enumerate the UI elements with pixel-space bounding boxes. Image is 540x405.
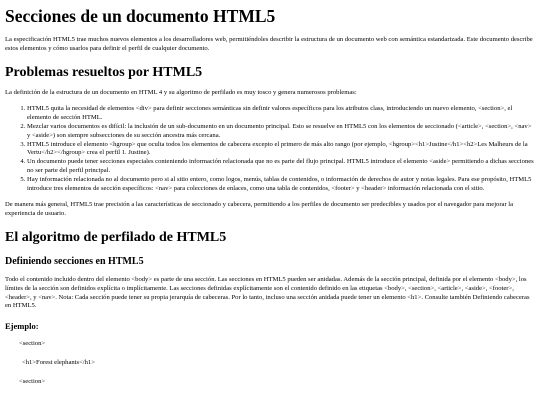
- subsection-heading: Definiendo secciones en HTML5: [5, 255, 144, 267]
- list-item: 2. Mezclar varios documentos es difícil: la inclusión de un sub-documento en un documento principal. Esto se resuelve en HTML5 con los elementos de seccionado (<article>, <section>, <nav> y <aside>) son siempre subsecciones de su sección ancestra más cercana.: [27, 123, 535, 141]
- section-heading-problems: Problemas resueltos por HTML5: [5, 64, 203, 80]
- code-line: <h1>Forest elephants</h1>: [22, 358, 95, 366]
- intro-paragraph: La especificación HTML5 trae muchos nuevos elementos a los desarrolladores web, permitiéndoles describir la estructura de un documento web con semántica estandarizada. Este documento describe estos elementos y cómo usarlos para definir el perfil de cualquier documento.: [5, 36, 533, 52]
- problems-lead: La definición de la estructura de un documento en HTML 4 y su algoritmo de perfilado es muy tosco y genera numerosos problemas:: [5, 88, 357, 96]
- list-item: 1. HTML5 quita la necesidad de elementos <div> para definir secciones semánticas sin definir valores específicos para los atributos class, introduciendo un nuevo elemento, <section>, el elemento de sección HTML.: [27, 105, 535, 123]
- problems-list: [5, 105, 535, 193]
- list-item: 5. Hay información relacionada no al documento pero si al sitio entero, como logos, menús, tablas de contenidos, o información de derechos de autor y notas legales. Para ese propósito, HTML5 introduce tres elementos de sección específicos: <nav> para colecciones de enlaces, como una tabla de contenidos, <footer> y <header> información relacionada con el sitio.: [27, 176, 535, 194]
- list-item: 3. HTML5 introduce el elemento <hgroup> que oculta todos los elementos de cabecera excepto el primero de más alto rango (por ejemplo, <hgroup><h1>Justine</h1><h2>Les Malheurs de la Vertu</h2></hgroup> crea el perfil 1. Justine).: [27, 141, 535, 159]
- sections-paragraph: Todo el contenido incluido dentro del elemento <body> es parte de una sección. Las secciones en HTML5 pueden ser anidadas. Además de la sección principal, definida por el elemento <body>, los límites de la sección son definidos explícita o implícitamente. Las secciones definidas explícitamente son el contenido definido en las etiquetas <body>, <section>, <article>, <aside>, <footer>, <header>, y <nav>. Nota: Cada sección puede tener su propia jerarquía de cabeceras. Por lo tanto, incluso una sección anidada puede tener un elemento <h1>. Consulte también Definiendo cabeceras en HTML5.: [5, 275, 530, 310]
- code-line: <section>: [19, 377, 46, 385]
- section-heading-algorithm: El algoritmo de perfilado de HTML5: [5, 229, 227, 245]
- summary-paragraph: De manera más general, HTML5 trae precisión a las características de seccionado y cabecera, permitiendo a los perfiles de documento ser predecibles y usados por el navegador para mejorar la experiencia de usuario.: [5, 201, 514, 218]
- code-line: <section>: [19, 340, 46, 348]
- list-item: 4. Un documento puede tener secciones especiales conteniendo información relacionada que no es parte del flujo principal. HTML5 introduce el elemento <aside> permitiendo a dichas secciones no ser parte del perfil principal.: [27, 158, 535, 176]
- page-title: Secciones de un documento HTML5: [5, 6, 276, 26]
- example-label: Ejemplo:: [5, 321, 39, 332]
